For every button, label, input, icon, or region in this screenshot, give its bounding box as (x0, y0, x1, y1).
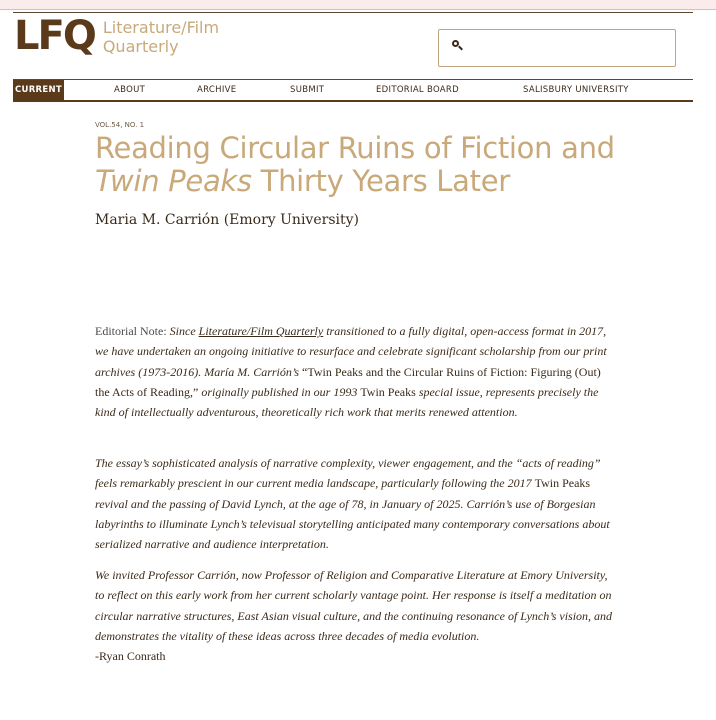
logo-line2: Quarterly (102, 37, 179, 56)
search-input[interactable] (438, 29, 676, 67)
title-italic: Twin Peaks (95, 164, 252, 198)
show-title-2: Twin Peaks (534, 476, 591, 491)
editorial-note-label: Editorial Note: (95, 324, 170, 338)
p1-c: originally published in our 1993 (198, 384, 361, 399)
site-logo[interactable] (14, 12, 219, 60)
journal-link[interactable]: Literature/Film Quarterly (198, 324, 324, 338)
nav-salisbury-university[interactable]: SALISBURY UNIVERSITY (523, 85, 629, 95)
editorial-note-paragraph-1 (95, 321, 615, 422)
p2-a: The essay’s sophisticated analysis of narrative complexity, viewer engagement, and the “acts of reading” feels remarkably prescient in our current media landscape, particularly following the 2017 (95, 456, 601, 491)
p1-d: special issue, represents precisely the kind of intellectually adventurous, theoretically rich work that merits renewed attention. (95, 384, 599, 420)
article-author: Maria M. Carrión (Emory University) (95, 212, 359, 228)
logo-text (103, 18, 219, 56)
nav-archive[interactable]: ARCHIVE (197, 85, 237, 95)
main-nav (13, 79, 693, 102)
signature: -Ryan Conrath (95, 649, 166, 664)
search-icon[interactable] (452, 40, 462, 50)
article-title (95, 132, 655, 198)
nav-about[interactable]: ABOUT (114, 85, 146, 95)
p2-b: revival and the passing of David Lynch, at the age of 78, in January of 2025. Carrión’s use of Borgesian labyrinths to illuminate Lynch’s televisual storytelling anticipated many contemporary conversations about serialized narrative and audience interpretation. (95, 496, 610, 552)
nav-submit[interactable]: SUBMIT (290, 85, 325, 95)
volume-label: VOL.54, NO. 1 (95, 121, 145, 129)
essay-title: “Twin Peaks and the Circular Ruins of Fiction: Figuring (Out) the Acts of Reading,” (95, 364, 601, 399)
title-rest: Thirty Years Later (251, 164, 510, 198)
top-border (0, 0, 716, 10)
logo-mark: LFQ (14, 13, 95, 59)
p1-a: Since (169, 324, 199, 338)
p1-b: transitioned to a fully digital, open-access format in 2017, we have undertaken an ongoing initiative to resurface and celebrate significant scholarship from our print archives (1973-2016). María M. Carrión’s (95, 324, 607, 379)
p3-text: We invited Professor Carrión, now Professor of Religion and Comparative Literature at Emory University, to reflect on this early work from her current scholarly vantage point. Her response is itself a meditation on circular narrative structures, East Asian visual culture, and the continuing resonance of Lynch’s vision, and demonstrates the vitality of these ideas across three decades of media evolution. (95, 568, 613, 643)
show-title: Twin Peaks (360, 384, 416, 399)
logo-line1: Literature/Film (102, 18, 220, 37)
nav-current[interactable]: CURRENT (13, 80, 64, 100)
editorial-note-paragraph-2 (95, 453, 615, 554)
nav-editorial-board[interactable]: EDITORIAL BOARD (376, 85, 459, 95)
editorial-note-paragraph-3 (95, 565, 615, 666)
title-line1: Reading Circular Ruins of Fiction and (95, 131, 615, 165)
